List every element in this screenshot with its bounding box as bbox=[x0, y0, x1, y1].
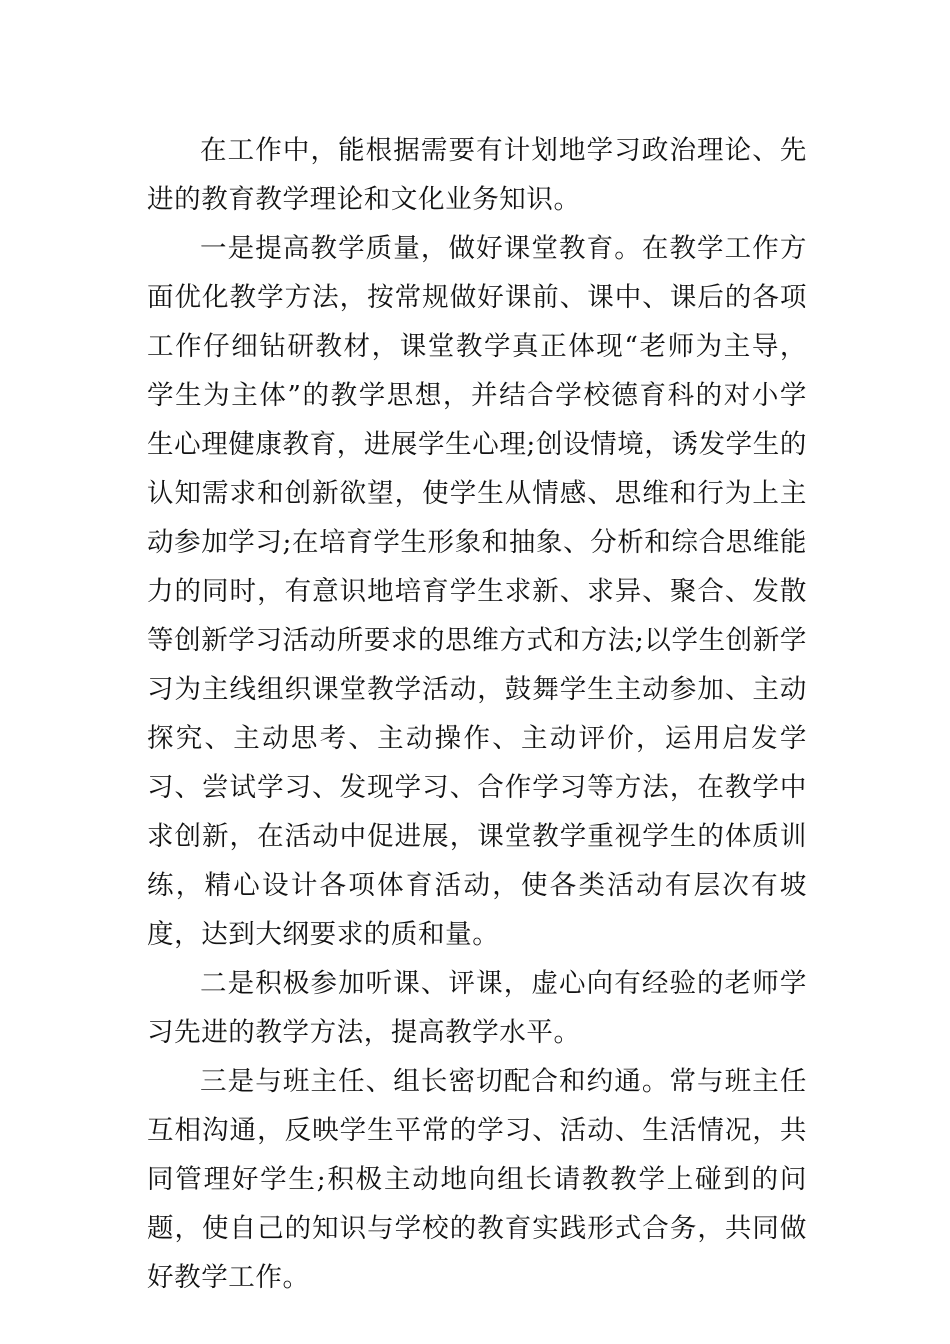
paragraph-lesson-observation: 二是积极参加听课、评课，虚心向有经验的老师学习先进的教学方法，提高教学水平。 bbox=[147, 968, 807, 1048]
paragraph-teaching-quality: 一是提高教学质量，做好课堂教育。在教学工作方面优化教学方法，按常规做好课前、课中、课后的各项工作仔细钻研教材，课堂教学真正体现“老师为主导，学生为主体”的教学思想，并结合学校德育科的对小学生心理健康教育，进展学生心理;创设情境，诱发学生的认知需求和创新欲望，使学生从情感、思维和行为上主动参加学习;在培育学生形象和抽象、分析和综合思维能力的同时，有意识地培育学生求新、求异、聚合、发散等创新学习活动所要求的思维方式和方法;以学生创新学习为主线组织课堂教学活动，鼓舞学生主动参加、主动探究、主动思考、主动操作、主动评价，运用启发学习、尝试学习、发现学习、合作学习等方法，在教学中求创新，在活动中促进展，课堂教学重视学生的体质训练，精心设计各项体育活动，使各类活动有层次有坡度，达到大纲要求的质和量。 bbox=[147, 233, 807, 950]
document-body bbox=[147, 126, 807, 1302]
paragraph-study: 在工作中，能根据需要有计划地学习政治理论、先进的教育教学理论和文化业务知识。 bbox=[147, 135, 807, 215]
paragraph-cooperation: 三是与班主任、组长密切配合和约通。常与班主任互相沟通，反映学生平常的学习、活动、生活情况，共同管理好学生;积极主动地向组长请教教学上碰到的问题，使自己的知识与学校的教育实践形式合务，共同做好教学工作。 bbox=[147, 1066, 807, 1293]
